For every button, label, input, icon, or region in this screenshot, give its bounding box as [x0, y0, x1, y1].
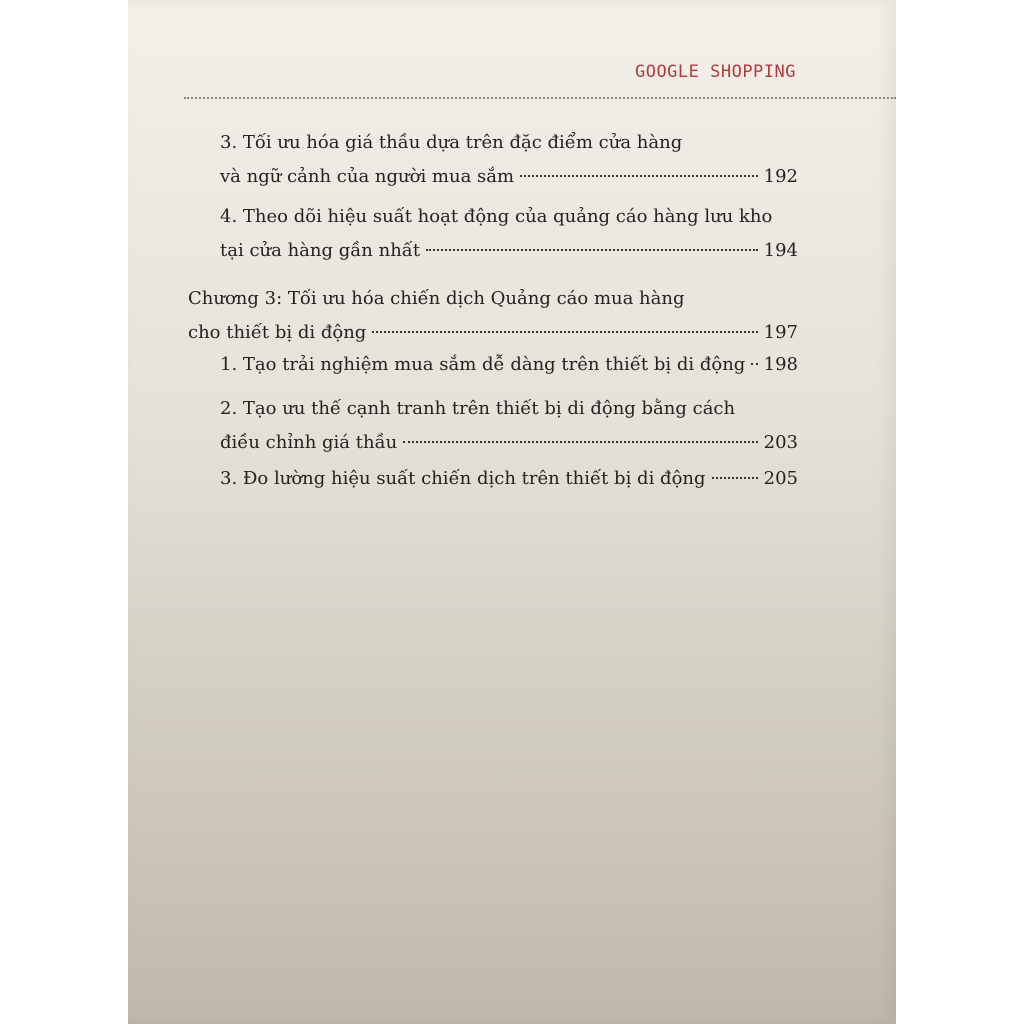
- toc-entry-line: cho thiết bị di động: [188, 322, 367, 343]
- toc-entry: [188, 462, 798, 496]
- dot-leader: [403, 441, 757, 443]
- toc-entry-line: và ngữ cảnh của người mua sắm: [220, 166, 515, 187]
- toc-page-number: 198: [763, 354, 798, 375]
- toc-page-number: 205: [763, 468, 798, 489]
- toc-entry-line: 2. Tạo ưu thế cạnh tranh trên thiết bị di động bằng cách: [220, 398, 736, 419]
- toc-page-number: 194: [763, 240, 798, 261]
- toc-page-number: 197: [763, 322, 798, 343]
- running-header-title: GOOGLE SHOPPING: [634, 62, 796, 82]
- dot-leader: [426, 249, 758, 251]
- toc-page-number: 203: [763, 432, 798, 453]
- toc-entry-line: 3. Tối ưu hóa giá thầu dựa trên đặc điểm cửa hàng: [220, 132, 683, 153]
- dot-leader: [520, 175, 758, 177]
- book-page: [128, 0, 896, 1024]
- dot-leader: [712, 477, 758, 479]
- toc-entry-last-line: [220, 234, 798, 268]
- toc-entry: [188, 126, 798, 194]
- dot-leader: [372, 331, 757, 333]
- toc-entry-last-line: [220, 462, 798, 496]
- toc-entry-line: điều chỉnh giá thầu: [220, 432, 398, 453]
- toc-entry-line: 1. Tạo trải nghiệm mua sắm dễ dàng trên thiết bị di động: [220, 354, 746, 375]
- toc-entry-last-line: [220, 160, 798, 194]
- toc-entry: [188, 200, 798, 268]
- toc-entry-last-line: [220, 348, 798, 382]
- toc-chapter-entry: [188, 282, 798, 350]
- toc-page-number: 192: [763, 166, 798, 187]
- toc-entry: [188, 392, 798, 460]
- toc-entry-line: 4. Theo dõi hiệu suất hoạt động của quảng cáo hàng lưu kho: [220, 206, 773, 227]
- toc-entry-line: tại cửa hàng gần nhất: [220, 240, 421, 261]
- toc-entry: [188, 348, 798, 382]
- toc-entry-line: Chương 3: Tối ưu hóa chiến dịch Quảng cáo mua hàng: [188, 288, 685, 309]
- dot-leader: [751, 363, 757, 365]
- header-dotted-rule: [184, 97, 896, 99]
- toc-entry-last-line: [220, 426, 798, 460]
- toc-entry-last-line: [188, 316, 798, 350]
- toc-entry-line: 3. Đo lường hiệu suất chiến dịch trên thiết bị di động: [220, 468, 706, 489]
